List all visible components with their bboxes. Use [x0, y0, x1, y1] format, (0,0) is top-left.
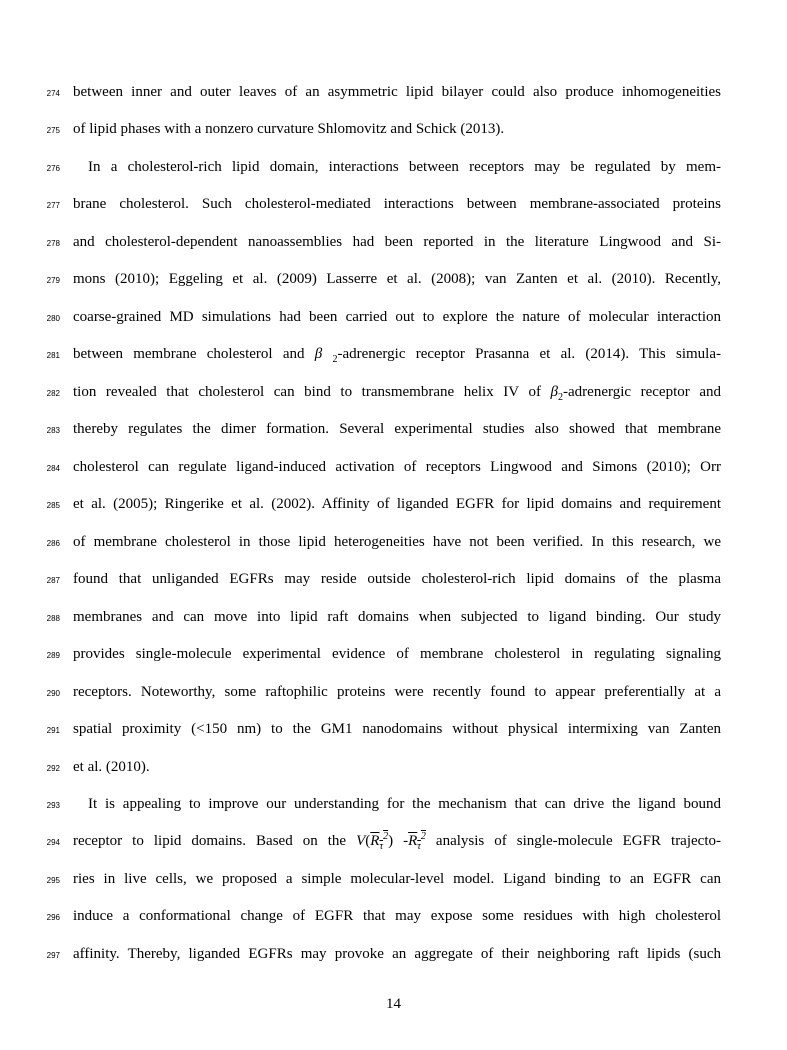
text-line: [0, 418, 787, 440]
line-number: 284: [46, 464, 60, 473]
line-number: 288: [46, 614, 60, 623]
line-text: coarse-grained MD simulations had been carried out to explore the nature of molecular interaction: [73, 309, 721, 325]
line-text: of lipid phases with a nonzero curvature Shlomovitz and Schick (2013).: [73, 121, 505, 137]
text-line: [0, 606, 787, 628]
line-text: [73, 830, 721, 852]
text-line: [0, 118, 787, 140]
math-overline: [408, 831, 426, 852]
text-line: [0, 531, 787, 553]
line-text: In a cholesterol-rich lipid domain, interactions between receptors may be regulated by mem-: [88, 159, 721, 175]
beta-symbol: β: [550, 384, 559, 400]
line-number: 295: [46, 876, 60, 885]
line-number: 285: [46, 501, 60, 510]
text-line: [0, 681, 787, 703]
line-text: between inner and outer leaves of an asymmetric lipid bilayer could also produce inhomogeneities: [73, 84, 721, 100]
line-number: 294: [46, 838, 60, 847]
math-exp: 2: [383, 831, 389, 842]
text-line: [0, 643, 787, 665]
text-segment: tion revealed that cholesterol can bind to transmembrane helix IV of: [73, 384, 551, 400]
line-number: 280: [46, 314, 60, 323]
line-text: receptors. Noteworthy, some raftophilic proteins were recently found to appear preferentially at a: [73, 684, 721, 700]
line-number: 279: [46, 276, 60, 285]
math-tau: τ: [379, 841, 384, 852]
text-line: [0, 193, 787, 215]
beta-symbol: β: [314, 346, 323, 362]
text-segment: -adrenergic receptor and: [563, 384, 721, 400]
math-v: V: [356, 833, 366, 849]
math-tau: τ: [417, 841, 421, 852]
text-segment: analysis of single-molecule EGFR trajecto-: [425, 833, 721, 849]
line-text: found that unliganded EGFRs may reside outside cholesterol-rich lipid domains of the plasma: [73, 571, 721, 587]
text-segment: between membrane cholesterol and: [73, 346, 315, 362]
line-text: [73, 343, 721, 365]
text-line: [0, 943, 787, 965]
line-text: It is appealing to improve our understanding for the mechanism that can drive the ligand bound: [88, 796, 721, 812]
text-line: [0, 905, 787, 927]
line-text: spatial proximity (<150 nm) to the GM1 nanodomains without physical intermixing van Zanten: [73, 721, 721, 737]
line-number: 290: [46, 689, 60, 698]
line-text: et al. (2010).: [73, 759, 150, 775]
line-text: cholesterol can regulate ligand-induced activation of receptors Lingwood and Simons (2010); Orr: [73, 459, 721, 475]
text-line: [0, 830, 787, 852]
text-line: [0, 793, 787, 815]
subscript: 2: [558, 392, 564, 403]
text-line: [0, 156, 787, 178]
line-text: membranes and can move into lipid raft domains when subjected to ligand binding. Our study: [73, 609, 721, 625]
text-line: [0, 868, 787, 890]
line-number: 289: [46, 651, 60, 660]
line-number: 282: [46, 389, 60, 398]
line-number: 278: [46, 239, 60, 248]
line-number: 277: [46, 201, 60, 210]
text-line: [0, 231, 787, 253]
line-text: brane cholesterol. Such cholesterol-mediated interactions between membrane-associated proteins: [73, 196, 721, 212]
text-line: [0, 81, 787, 103]
text-line: [0, 343, 787, 365]
subscript: 2: [332, 354, 338, 365]
line-text: and cholesterol-dependent nanoassemblies had been reported in the literature Lingwood and Si-: [73, 234, 721, 250]
line-number: 275: [46, 126, 60, 135]
line-text: provides single-molecule experimental evidence of membrane cholesterol in regulating signaling: [73, 646, 721, 662]
math-exp: 2: [420, 831, 426, 842]
line-number: 296: [46, 913, 60, 922]
math-r: R: [370, 833, 380, 849]
line-number: 297: [46, 951, 60, 960]
line-text: affinity. Thereby, liganded EGFRs may provoke an aggregate of their neighboring raft lipids (such: [73, 946, 721, 962]
text-line: [0, 493, 787, 515]
line-text: et al. (2005); Ringerike et al. (2002). Affinity of liganded EGFR for lipid domains and requirement: [73, 496, 721, 512]
line-text: mons (2010); Eggeling et al. (2009) Lasserre et al. (2008); van Zanten et al. (2010). Recently,: [73, 271, 721, 287]
line-number: 293: [46, 801, 60, 810]
math-r: R: [408, 833, 418, 849]
line-number: 276: [46, 164, 60, 173]
line-number: 291: [46, 726, 60, 735]
math-overline: [370, 831, 389, 852]
text-line: [0, 456, 787, 478]
line-text: ries in live cells, we proposed a simple molecular-level model. Ligand binding to an EGFR can: [73, 871, 721, 887]
line-number: 283: [46, 426, 60, 435]
line-number: 287: [46, 576, 60, 585]
line-number: 292: [46, 764, 60, 773]
math-expression: $V(R_\tau^2)$ $-R_\tau^2$: [356, 831, 426, 852]
line-number: 286: [46, 539, 60, 548]
page-number: 14: [386, 996, 401, 1012]
text-line: [0, 268, 787, 290]
text-segment: receptor to lipid domains. Based on the: [73, 833, 357, 849]
line-text: induce a conformational change of EGFR that may expose some residues with high cholesterol: [73, 908, 721, 924]
line-number: 281: [46, 351, 60, 360]
text-line: [0, 756, 787, 778]
text-line: [0, 381, 787, 403]
text-line: [0, 306, 787, 328]
line-text: [73, 381, 721, 403]
text-segment: -adrenergic receptor Prasanna et al. (2014). This simula-: [337, 346, 722, 362]
text-line: [0, 568, 787, 590]
line-text: of membrane cholesterol in those lipid heterogeneities have not been verified. In this research, we: [73, 534, 721, 550]
line-number: 274: [46, 89, 60, 98]
line-text: thereby regulates the dimer formation. Several experimental studies also showed that membrane: [73, 421, 721, 437]
text-line: [0, 718, 787, 740]
